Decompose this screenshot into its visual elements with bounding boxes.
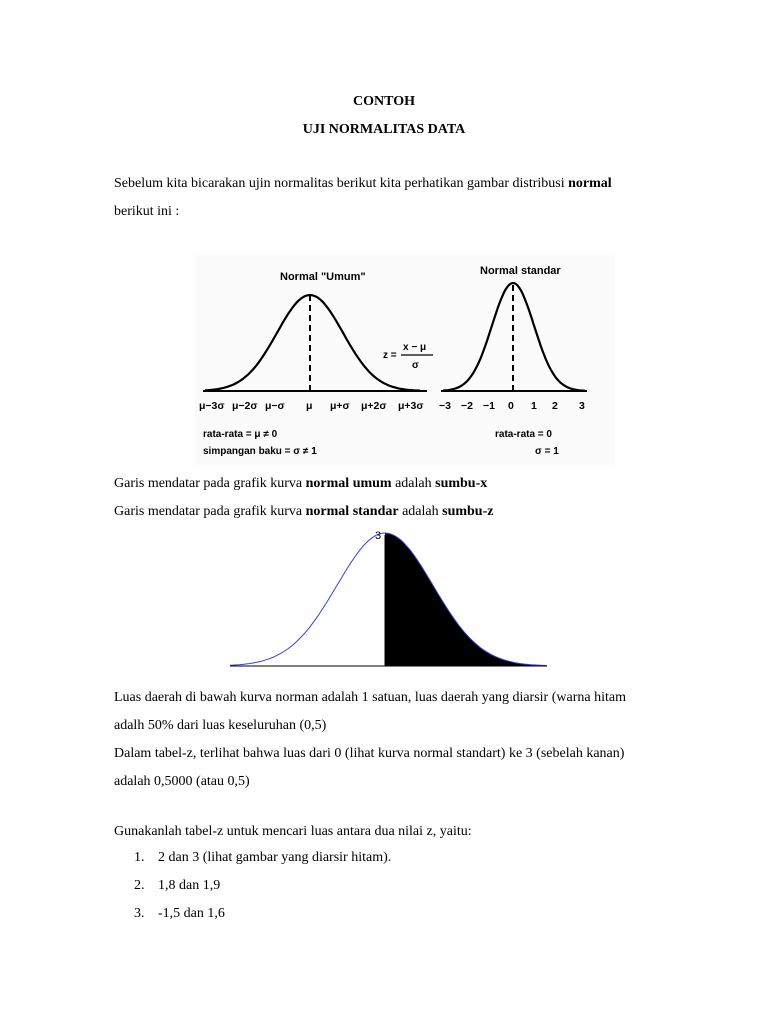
intro-paragraph — [114, 170, 654, 226]
line-a-bold1: normal umum — [305, 476, 392, 491]
list-item-text: 2 dan 3 (lihat gambar yang diarsir hitam). — [158, 850, 392, 865]
line-b-bold1: normal standar — [305, 504, 399, 519]
list-item-number: 1. — [134, 850, 145, 865]
line-b-bold2: sumbu-z — [442, 504, 494, 519]
left-tick-label: μ+2σ — [361, 400, 387, 412]
formula-denominator: σ — [412, 360, 419, 371]
right-tick-label: 1 — [531, 400, 537, 412]
list-item — [134, 878, 220, 894]
right-note-mean: rata-rata = 0 — [495, 429, 552, 440]
formula-lhs: z = — [383, 350, 397, 361]
paragraph-gunakanlah: Gunakanlah tabel-z untuk mencari luas antara dua nilai z, yaitu: — [114, 824, 472, 839]
right-tick-label: −3 — [439, 400, 451, 412]
list-item-text: -1,5 dan 1,6 — [158, 906, 225, 921]
right-tick-label: 2 — [552, 400, 558, 412]
normal-distribution-figure — [195, 255, 615, 465]
line-a-bold2: sumbu-x — [435, 476, 488, 491]
right-tick-label: −2 — [461, 400, 473, 412]
garis-normal-umum — [114, 474, 487, 494]
list-item-text: 1,8 dan 1,9 — [158, 878, 221, 893]
title-contoh: CONTOH — [353, 94, 415, 109]
right-tick-label: −1 — [483, 400, 495, 412]
intro-bold-normal: normal — [568, 176, 612, 191]
line-b-text: Garis mendatar pada grafik kurva — [114, 504, 306, 519]
left-tick-label: μ−2σ — [232, 400, 258, 412]
left-tick-label: μ+σ — [330, 400, 350, 412]
paragraph-tabel-z: Dalam tabel-z, terlihat bahwa luas dari 0 (lihat kurva normal standart) ke 3 (sebelah kanan) adalah 0,5000 (atau 0,5) — [114, 746, 625, 789]
line-a-mid: adalah — [391, 476, 436, 491]
garis-normal-standar — [114, 502, 493, 522]
left-tick-label: μ−3σ — [199, 400, 225, 412]
right-tick-label: 0 — [508, 400, 514, 412]
list-item-number: 3. — [134, 906, 145, 921]
right-tick-label: 3 — [579, 400, 585, 412]
right-note-sd: σ = 1 — [535, 446, 559, 457]
left-note-sd: simpangan baku = σ ≠ 1 — [203, 446, 317, 457]
title-uji-normalitas: UJI NORMALITAS DATA — [302, 122, 466, 137]
normal-standar-title: Normal standar — [480, 265, 561, 277]
shaded-normal-curve — [225, 525, 555, 675]
formula-numerator: x − μ — [403, 342, 427, 353]
line-a-text: Garis mendatar pada grafik kurva — [114, 476, 306, 491]
left-tick-label: μ — [306, 400, 313, 412]
left-note-mean: rata-rata = μ ≠ 0 — [203, 429, 278, 440]
shaded-area — [385, 533, 547, 666]
normal-umum-title: Normal "Umum" — [280, 271, 366, 283]
axis-top-label: 3 — [375, 530, 382, 542]
intro-text-2: berikut ini : — [114, 204, 180, 219]
left-tick-label: μ+3σ — [398, 400, 424, 412]
intro-text: Sebelum kita bicarakan ujin normalitas berikut kita perhatikan gambar distribusi — [114, 176, 569, 191]
left-tick-label: μ−σ — [265, 400, 285, 412]
list-item — [134, 906, 225, 922]
list-item — [134, 850, 391, 866]
line-b-mid: adalah — [398, 504, 443, 519]
paragraph-luas: Luas daerah di bawah kurva norman adalah 1 satuan, luas daerah yang diarsir (warna hitam adalh 50% dari luas keseluruhan (0,5) — [114, 690, 626, 733]
list-item-number: 2. — [134, 878, 145, 893]
